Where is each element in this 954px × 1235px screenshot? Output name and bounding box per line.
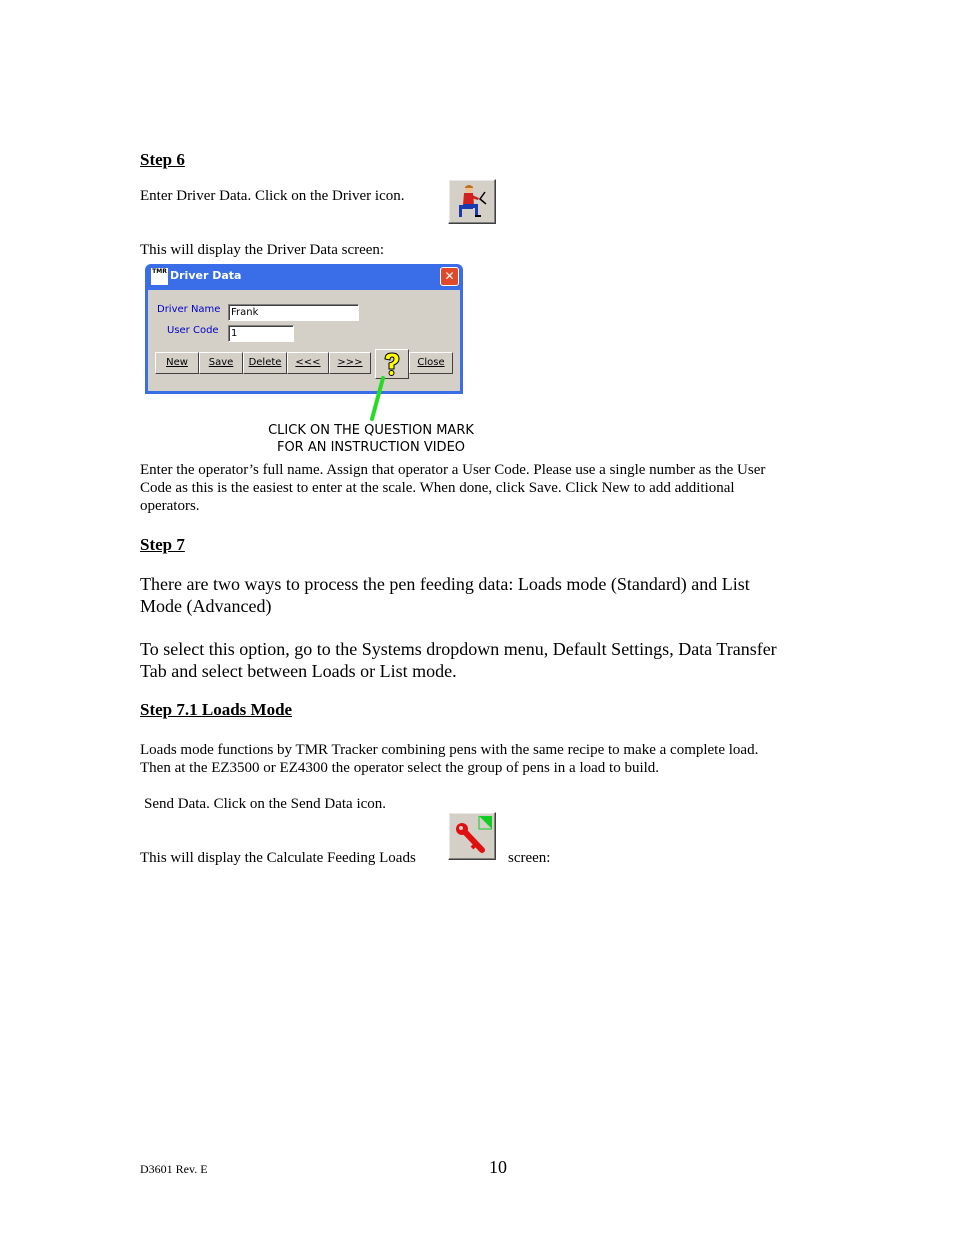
send-data-icon-button[interactable]: [448, 812, 496, 860]
step-6-description-line-3: operators.: [140, 498, 200, 514]
send-data-icon: [449, 813, 495, 859]
step-7-1-description-line-2: Then at the EZ3500 or EZ4300 the operator select the group of pens in a load to build.: [140, 760, 660, 776]
tmr-logo: TMR: [151, 268, 168, 285]
next-record-button[interactable]: >>>: [329, 352, 371, 374]
driver-data-dialog: [145, 264, 463, 394]
delete-button[interactable]: Delete: [243, 352, 287, 374]
dialog-title-bar[interactable]: [148, 264, 460, 290]
step-6-instruction: Enter Driver Data. Click on the Driver icon.: [140, 188, 405, 204]
callout-arrow: [368, 372, 390, 422]
step-7-paragraph-1: [140, 573, 840, 617]
close-button[interactable]: Close: [409, 352, 453, 374]
step-7-heading: Step 7: [140, 535, 185, 554]
step-7-paragraph-2-line-2: Tab and select between Loads or List mode.: [140, 661, 457, 681]
step-7-paragraph-2-line-1: To select this option, go to the Systems dropdown menu, Default Settings, Data Transfer: [140, 639, 777, 659]
driver-icon: [449, 180, 495, 223]
new-button[interactable]: New: [155, 352, 199, 374]
step-6-description-line-1: Enter the operator’s full name. Assign that operator a User Code. Please use a single number as the User: [140, 462, 766, 478]
driver-name-label: Driver Name: [157, 304, 221, 315]
dialog-close-icon[interactable]: ✕: [440, 267, 459, 286]
step-6-display-note: This will display the Driver Data screen:: [140, 242, 385, 258]
step-6-description-line-2: Code as this is the easiest to enter at the scale. When done, click Save. Click New to add additional: [140, 480, 735, 496]
step-7-1-description: [140, 741, 840, 777]
send-data-instruction: Send Data. Click on the Send Data icon.: [144, 796, 387, 812]
save-button[interactable]: Save: [199, 352, 243, 374]
step-6-description: [140, 461, 820, 515]
step-7-paragraph-1-line-2: Mode (Advanced): [140, 596, 272, 616]
instruction-video-callout: [245, 422, 497, 456]
calculate-loads-note-end: screen:: [508, 850, 551, 866]
driver-icon-button[interactable]: [448, 179, 496, 224]
page-number: 10: [489, 1157, 507, 1177]
step-7-paragraph-1-line-1: There are two ways to process the pen feeding data: Loads mode (Standard) and List: [140, 574, 750, 594]
step-7-paragraph-2: [140, 638, 840, 682]
calculate-loads-note: This will display the Calculate Feeding Loads: [140, 850, 416, 866]
previous-record-button[interactable]: <<<: [287, 352, 329, 374]
user-code-input[interactable]: 1: [228, 325, 294, 342]
document-id: D3601 Rev. E: [140, 1162, 208, 1176]
dialog-body: [148, 290, 460, 391]
driver-name-input[interactable]: Frank: [228, 304, 359, 321]
callout-line-1: CLICK ON THE QUESTION MARK: [268, 423, 474, 438]
step-7-1-description-line-1: Loads mode functions by TMR Tracker combining pens with the same recipe to make a complete load.: [140, 742, 759, 758]
callout-line-2: FOR AN INSTRUCTION VIDEO: [276, 440, 466, 455]
step-7-1-heading: Step 7.1 Loads Mode: [140, 700, 293, 719]
dialog-title: Driver Data: [170, 269, 242, 282]
step-6-heading: Step 6: [140, 150, 185, 169]
user-code-label: User Code: [167, 325, 219, 336]
